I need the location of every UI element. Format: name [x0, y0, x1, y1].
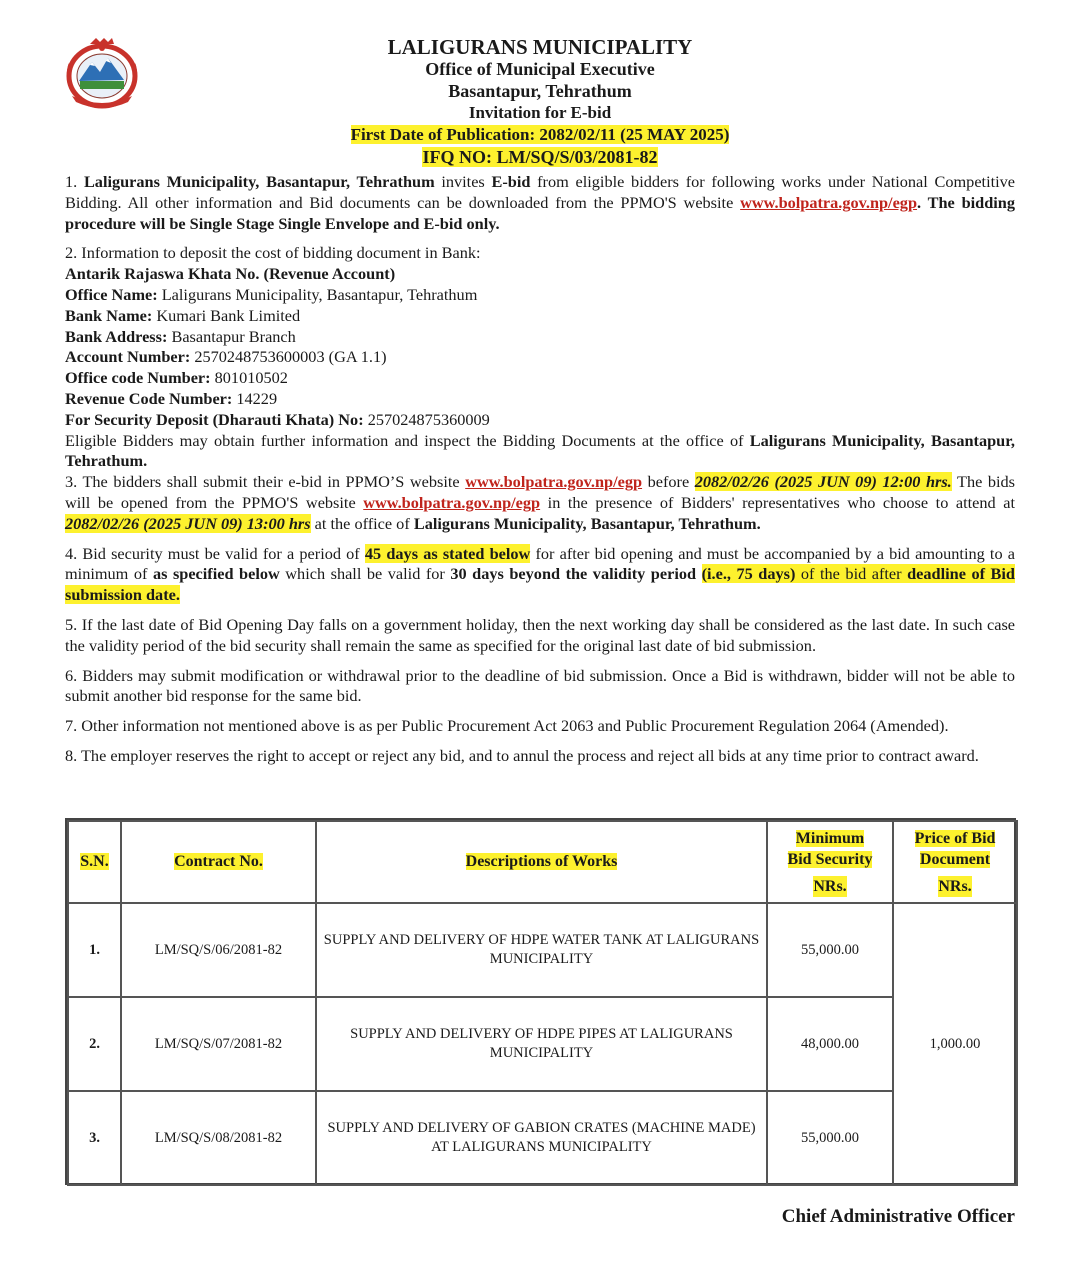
table-row	[68, 1091, 1017, 1185]
bolpatra-link[interactable]: www.bolpatra.gov.np/egp	[363, 492, 541, 512]
ifq-number: IFQ NO: LM/SQ/S/03/2081-82	[422, 147, 658, 167]
row-security: 55,000.00	[767, 903, 893, 997]
row-security: 55,000.00	[767, 1091, 893, 1185]
publication-date: First Date of Publication: 2082/02/11 (25 MAY 2025)	[350, 125, 730, 144]
opening-time: 2082/02/26 (2025 JUN 09) 13:00 hrs	[65, 513, 311, 533]
row-description: SUPPLY AND DELIVERY OF GABION CRATES (MACHINE MADE) AT LALIGURANS MUNICIPALITY	[316, 1091, 767, 1185]
paragraph-4: 4. Bid security must be valid for a period of 45 days as stated below for after bid opening and must be accompanied by a bid amounting to a minimum of as specified below which shall be valid for 30 days beyond the validity period (i.e., 75 days) of the bid after deadline of Bid submission date.	[65, 543, 1015, 605]
municipality-name: LALIGURANS MUNICIPALITY	[387, 35, 693, 59]
office-location: Basantapur, Tehrathum	[448, 81, 632, 101]
signatory-title: Chief Administrative Officer	[781, 1206, 1015, 1227]
notice-title: Invitation for E-bid	[468, 103, 612, 122]
notice-header	[0, 36, 1080, 168]
paragraph-7: 7. Other information not mentioned above is as per Public Procurement Act 2063 and Public Procurement Regulation 2064 (Amended).	[65, 716, 949, 736]
header-security-unit: NRs.	[813, 877, 847, 895]
header-security-line1: Minimum	[795, 829, 865, 847]
table-row	[68, 997, 1017, 1091]
office-name: Office of Municipal Executive	[425, 59, 655, 79]
submission-deadline: 2082/02/26 (2025 JUN 09) 12:00 hrs.	[694, 472, 952, 492]
table-row	[68, 903, 1017, 997]
row-sn: 3.	[68, 1091, 121, 1185]
row-sn: 2.	[68, 997, 121, 1091]
row-sn: 1.	[68, 903, 121, 997]
bolpatra-link[interactable]: www.bolpatra.gov.np/egp	[740, 192, 918, 212]
row-contract: LM/SQ/S/07/2081-82	[121, 997, 316, 1091]
table-header-row	[68, 821, 1017, 903]
paragraph-2: 2. Information to deposit the cost of bidding document in Bank: Antarik Rajaswa Khata No. (Revenue Account) Office Name: Laligurans Municipality, Basantapur, Tehrathum Bank Name: Kumari Bank Limited Bank Address: Basantapur Branch Account Number: 2570248753600003 (GA 1.1) Office code Number: 801010502 Revenue Code Number: 14229 For Security Deposit (Dharauti Khata) No: 257024875360009 Eligible Bidders may obtain further information and inspect the Bidding Documents at the office of Laligurans Municipality, Basantapur, Tehrathum.	[65, 243, 1016, 471]
row-description: SUPPLY AND DELIVERY OF HDPE PIPES AT LALIGURANS MUNICIPALITY	[316, 997, 767, 1091]
paragraph-6: 6. Bidders may submit modification or withdrawal prior to the deadline of bid submission. Once a Bid is withdrawn, bidder will not be able to submit another bid response for the same bid.	[65, 665, 1015, 706]
contracts-table	[65, 818, 1016, 1185]
row-security: 48,000.00	[767, 997, 893, 1091]
row-contract: LM/SQ/S/06/2081-82	[121, 903, 316, 997]
header-price-line2: Document	[919, 850, 991, 868]
bolpatra-link[interactable]: www.bolpatra.gov.np/egp	[465, 472, 643, 492]
header-sn: S.N.	[80, 853, 109, 870]
header-price-unit: NRs.	[938, 877, 972, 895]
document-price: 1,000.00	[893, 903, 1017, 1185]
paragraph-5: 5. If the last date of Bid Opening Day falls on a government holiday, then the next working day shall be considered as the last date. In such case the validity period of the bid security shall remain the same as specified for the original last date of bid submission.	[65, 614, 1015, 655]
header-price-line1: Price of Bid	[914, 829, 996, 847]
notice-body	[65, 172, 1015, 767]
paragraph-1: 1. Laligurans Municipality, Basantapur, Tehrathum invites E-bid from eligible bidders for following works under National Competitive Bidding. All other information and Bid documents can be downloaded from the PPMO'S website www.bolpatra.gov.np/egp. The bidding procedure will be Single Stage Single Envelope and E-bid only.	[65, 172, 1016, 233]
row-contract: LM/SQ/S/08/2081-82	[121, 1091, 316, 1185]
header-security-line2: Bid Security	[787, 850, 873, 868]
header-contract: Contract No.	[174, 853, 263, 870]
row-description: SUPPLY AND DELIVERY OF HDPE WATER TANK AT LALIGURANS MUNICIPALITY	[316, 903, 767, 997]
header-description: Descriptions of Works	[465, 853, 618, 870]
paragraph-3: 3. The bidders shall submit their e-bid in PPMO’S website www.bolpatra.gov.np/egp before 2082/02/26 (2025 JUN 09) 12:00 hrs. The bids will be opened from the PPMO'S website www.bolpatra.gov.np/egp in the presence of Bidders' representatives who choose to attend at 2082/02/26 (2025 JUN 09) 13:00 hrs at the office of Laligurans Municipality, Basantapur, Tehrathum.	[65, 472, 1015, 533]
paragraph-8: 8. The employer reserves the right to accept or reject any bid, and to annul the process and reject all bids at any time prior to contract award.	[65, 745, 979, 765]
